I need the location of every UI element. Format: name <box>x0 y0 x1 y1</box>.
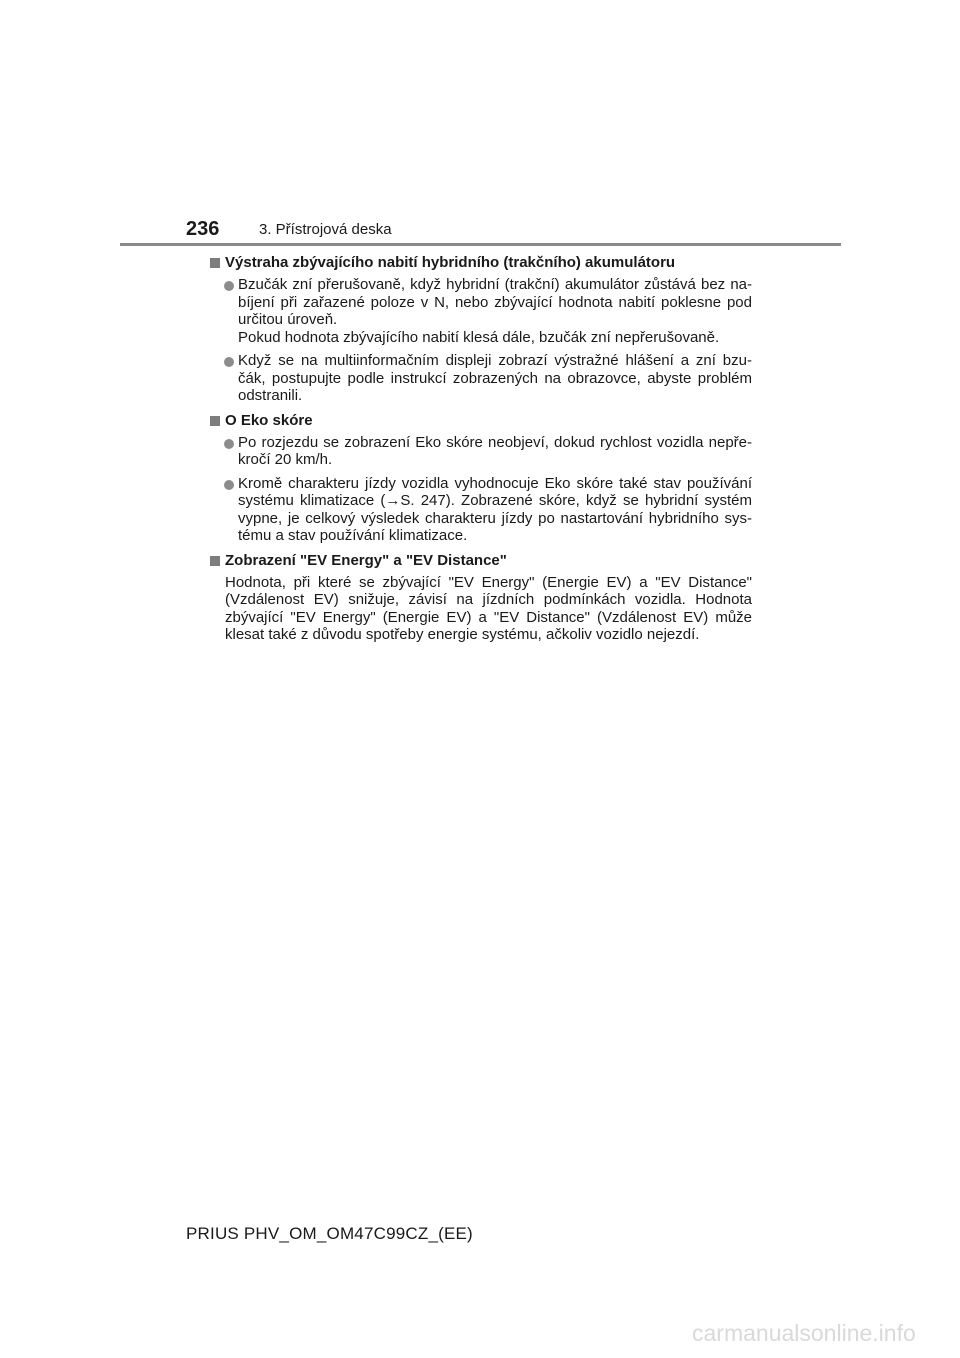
square-bullet-icon <box>210 416 220 426</box>
circle-bullet-icon <box>224 357 234 367</box>
header-divider <box>120 243 841 246</box>
section-title <box>207 551 752 571</box>
bullet-text: Kromě charakteru jízdy vozidla vyhodnocuje Eko skóre také stav používání systému klimatizace (→S. 247). Zobrazené skóre, když se hybridní systém vypne, je celkový výsledek charakteru jízdy po nastartování hybridního sys-tému a stav používání klimatizace. <box>238 474 752 544</box>
list-item <box>207 276 752 346</box>
chapter-title: 3. Přístrojová deska <box>259 221 392 238</box>
section-ev-display <box>207 551 752 644</box>
square-bullet-icon <box>210 556 220 566</box>
content-body <box>207 253 752 650</box>
section-title <box>207 253 752 273</box>
circle-bullet-icon <box>224 480 234 490</box>
document-id: PRIUS PHV_OM_OM47C99CZ_(EE) <box>186 1224 473 1243</box>
bullet-text: Pokud hodnota zbývajícího nabití klesá dále, bzučák zní nepřerušovaně. <box>238 328 720 346</box>
section-title-text: Zobrazení "EV Energy" a "EV Distance" <box>225 551 507 569</box>
section-battery-warning <box>207 253 752 405</box>
watermark: carmanualsonline.info <box>692 1320 916 1346</box>
bullet-text: Když se na multiinformačním displeji zobrazí výstražné hlášení a zní bzu-čák, postupujte podle instrukcí zobrazených na obrazovce, abyste problém odstranili. <box>238 352 752 404</box>
paragraph-text: Hodnota, při které se zbývající "EV Energy" (Energie EV) a "EV Distance" (Vzdálenost EV) snižuje, závisí na jízdních podmínkách vozidla. Hodnota zbývající "EV Energy" (Energie EV) a "EV Distance" (Vzdálenost EV) může klesat také z důvodu spotřeby energie systému, ačkoliv vozidlo nejezdí. <box>225 573 752 643</box>
list-item <box>207 434 752 469</box>
square-bullet-icon <box>210 258 220 268</box>
bullet-text: Bzučák zní přerušovaně, když hybridní (trakční) akumulátor zůstává bez na-bíjení při zařazené poloze v N, nebo zbývající hodnota nabití poklesne pod určitou úroveň. <box>238 276 752 328</box>
circle-bullet-icon <box>224 439 234 449</box>
section-title-text: O Eko skóre <box>225 411 313 429</box>
page-number: 236 <box>186 218 220 240</box>
bullet-text: Po rozjezdu se zobrazení Eko skóre neobjeví, dokud rychlost vozidla nepře-kročí 20 km/h. <box>238 433 752 468</box>
list-item <box>207 475 752 545</box>
paragraph <box>207 574 752 644</box>
list-item <box>207 352 752 405</box>
circle-bullet-icon <box>224 281 234 291</box>
section-eco-score <box>207 411 752 545</box>
section-title-text: Výstraha zbývajícího nabití hybridního (trakčního) akumulátoru <box>225 254 676 271</box>
section-title <box>207 411 752 431</box>
